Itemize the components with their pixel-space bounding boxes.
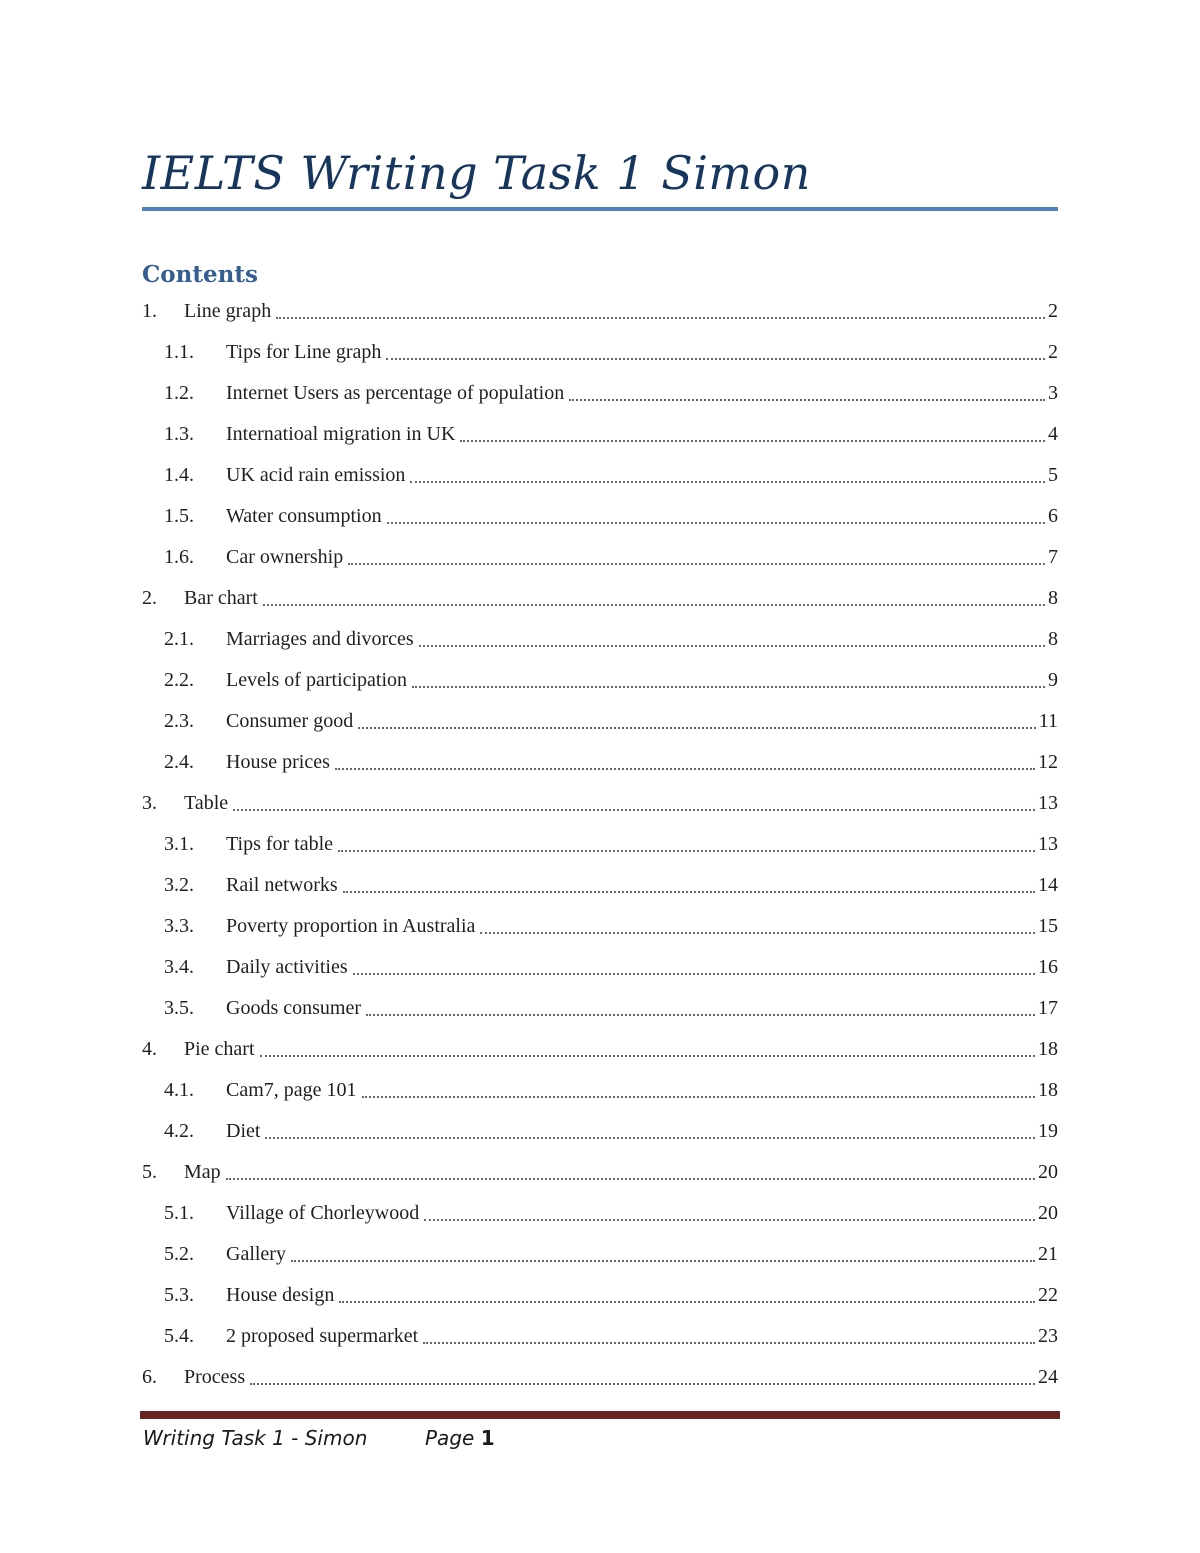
toc-entry-label: Cam7, page 101 (226, 1079, 357, 1101)
toc-dot-leader (265, 1136, 1035, 1139)
toc-dot-leader (387, 521, 1045, 524)
toc-entry-page: 16 (1038, 956, 1058, 978)
toc-entry-number: 2.2. (164, 669, 194, 691)
toc-entry[interactable] (142, 701, 1058, 742)
toc-entry-label: Tips for Line graph (226, 341, 382, 363)
toc-entry[interactable] (142, 1070, 1058, 1111)
toc-entry-page: 12 (1038, 751, 1058, 773)
toc-entry-page: 20 (1038, 1202, 1058, 1224)
toc-entry-number: 4.2. (164, 1120, 194, 1142)
toc-entry-label: Line graph (184, 300, 272, 322)
toc-entry-page: 2 (1048, 341, 1058, 363)
toc-entry-page: 24 (1038, 1366, 1058, 1388)
toc-entry-number: 1. (142, 300, 157, 322)
toc-dot-leader (263, 603, 1045, 606)
toc-entry-page: 18 (1038, 1079, 1058, 1101)
toc-dot-leader (424, 1218, 1035, 1221)
toc-dot-leader (335, 767, 1035, 770)
footer-page-label: Page (425, 1426, 475, 1450)
toc-entry-label: Rail networks (226, 874, 338, 896)
toc-entry[interactable] (142, 1316, 1058, 1357)
toc-entry[interactable] (142, 947, 1058, 988)
toc-dot-leader (460, 439, 1045, 442)
toc-entry[interactable] (142, 578, 1058, 619)
toc-entry[interactable] (142, 1029, 1058, 1070)
toc-entry-page: 13 (1038, 833, 1058, 855)
toc-entry-label: Consumer good (226, 710, 354, 732)
toc-dot-leader (386, 357, 1045, 360)
table-of-contents (142, 291, 1058, 1398)
toc-entry[interactable] (142, 1275, 1058, 1316)
toc-entry-number: 2.4. (164, 751, 194, 773)
toc-entry-page: 14 (1038, 874, 1058, 896)
toc-dot-leader (338, 849, 1035, 852)
toc-dot-leader (412, 685, 1045, 688)
toc-entry-number: 1.4. (164, 464, 194, 486)
toc-dot-leader (362, 1095, 1035, 1098)
toc-entry-number: 4.1. (164, 1079, 194, 1101)
toc-dot-leader (291, 1259, 1035, 1262)
toc-entry[interactable] (142, 988, 1058, 1029)
toc-entry[interactable] (142, 291, 1058, 332)
toc-entry-number: 5.1. (164, 1202, 194, 1224)
toc-entry-label: House prices (226, 751, 330, 773)
toc-dot-leader (419, 644, 1045, 647)
toc-entry[interactable] (142, 783, 1058, 824)
toc-entry[interactable] (142, 414, 1058, 455)
toc-entry-label: UK acid rain emission (226, 464, 406, 486)
toc-entry-page: 15 (1038, 915, 1058, 937)
toc-dot-leader (348, 562, 1045, 565)
toc-entry-page: 4 (1048, 423, 1058, 445)
toc-entry-label: Internatioal migration in UK (226, 423, 456, 445)
toc-entry-label: 2 proposed supermarket (226, 1325, 419, 1347)
toc-dot-leader (339, 1300, 1035, 1303)
toc-entry-label: Village of Chorleywood (226, 1202, 420, 1224)
toc-entry-label: Marriages and divorces (226, 628, 414, 650)
toc-dot-leader (358, 726, 1036, 729)
toc-entry[interactable] (142, 660, 1058, 701)
toc-entry-page: 13 (1038, 792, 1058, 814)
toc-dot-leader (250, 1382, 1035, 1385)
toc-entry-number: 5. (142, 1161, 157, 1183)
contents-heading: Contents (142, 261, 258, 288)
toc-entry-label: Diet (226, 1120, 261, 1142)
toc-entry-number: 2.1. (164, 628, 194, 650)
toc-entry-number: 6. (142, 1366, 157, 1388)
toc-entry-number: 1.2. (164, 382, 194, 404)
toc-entry[interactable] (142, 496, 1058, 537)
document-title: IELTS Writing Task 1 Simon (142, 146, 811, 200)
toc-entry-number: 4. (142, 1038, 157, 1060)
toc-dot-leader (480, 931, 1035, 934)
toc-entry-number: 5.4. (164, 1325, 194, 1347)
toc-entry-label: Map (184, 1161, 221, 1183)
toc-entry-label: Goods consumer (226, 997, 361, 1019)
page-footer (143, 1426, 495, 1450)
toc-entry-page: 21 (1038, 1243, 1058, 1265)
toc-entry-label: Car ownership (226, 546, 344, 568)
toc-dot-leader (233, 808, 1035, 811)
toc-dot-leader (410, 480, 1045, 483)
toc-entry[interactable] (142, 373, 1058, 414)
footer-title: Writing Task 1 - Simon (143, 1426, 368, 1450)
toc-entry-number: 2. (142, 587, 157, 609)
toc-entry-page: 2 (1048, 300, 1058, 322)
toc-entry-page: 8 (1048, 628, 1058, 650)
toc-entry-label: Pie chart (184, 1038, 255, 1060)
toc-entry-page: 22 (1038, 1284, 1058, 1306)
toc-dot-leader (423, 1341, 1035, 1344)
toc-entry[interactable] (142, 1234, 1058, 1275)
toc-entry-page: 9 (1048, 669, 1058, 691)
toc-entry-page: 5 (1048, 464, 1058, 486)
toc-dot-leader (226, 1177, 1035, 1180)
toc-entry[interactable] (142, 1152, 1058, 1193)
toc-entry-number: 3. (142, 792, 157, 814)
toc-entry-page: 23 (1038, 1325, 1058, 1347)
toc-entry-number: 3.2. (164, 874, 194, 896)
toc-dot-leader (343, 890, 1035, 893)
toc-entry[interactable] (142, 742, 1058, 783)
toc-entry-page: 18 (1038, 1038, 1058, 1060)
toc-entry[interactable] (142, 865, 1058, 906)
toc-entry-page: 7 (1048, 546, 1058, 568)
toc-entry[interactable] (142, 537, 1058, 578)
toc-dot-leader (260, 1054, 1035, 1057)
toc-entry-page: 8 (1048, 587, 1058, 609)
toc-entry-label: Bar chart (184, 587, 258, 609)
toc-entry-number: 3.5. (164, 997, 194, 1019)
toc-entry-label: Process (184, 1366, 246, 1388)
toc-entry[interactable] (142, 619, 1058, 660)
toc-entry-number: 1.3. (164, 423, 194, 445)
toc-entry-number: 2.3. (164, 710, 194, 732)
toc-entry[interactable] (142, 906, 1058, 947)
toc-entry-label: Table (184, 792, 229, 814)
toc-entry-label: Levels of participation (226, 669, 408, 691)
toc-entry-label: House design (226, 1284, 335, 1306)
toc-entry-page: 6 (1048, 505, 1058, 527)
toc-entry[interactable] (142, 455, 1058, 496)
toc-entry[interactable] (142, 332, 1058, 373)
toc-entry-page: 17 (1038, 997, 1058, 1019)
toc-entry-page: 11 (1038, 710, 1058, 732)
toc-entry-number: 3.3. (164, 915, 194, 937)
toc-entry-label: Poverty proportion in Australia (226, 915, 476, 937)
toc-entry-label: Water consumption (226, 505, 382, 527)
toc-entry-number: 3.1. (164, 833, 194, 855)
footer-rule (140, 1411, 1060, 1419)
toc-entry[interactable] (142, 824, 1058, 865)
toc-entry[interactable] (142, 1357, 1058, 1398)
toc-entry-label: Gallery (226, 1243, 286, 1265)
toc-entry-number: 5.2. (164, 1243, 194, 1265)
toc-dot-leader (366, 1013, 1035, 1016)
toc-entry[interactable] (142, 1111, 1058, 1152)
toc-entry-page: 20 (1038, 1161, 1058, 1183)
toc-entry-number: 1.5. (164, 505, 194, 527)
toc-entry-label: Internet Users as percentage of population (226, 382, 565, 404)
toc-dot-leader (569, 398, 1045, 401)
toc-entry-number: 1.6. (164, 546, 194, 568)
toc-dot-leader (276, 316, 1045, 319)
toc-entry-label: Daily activities (226, 956, 348, 978)
toc-entry-number: 3.4. (164, 956, 194, 978)
title-underline (142, 207, 1058, 211)
toc-dot-leader (353, 972, 1035, 975)
toc-entry-number: 1.1. (164, 341, 194, 363)
footer-page-number: 1 (480, 1426, 495, 1450)
toc-entry[interactable] (142, 1193, 1058, 1234)
toc-entry-number: 5.3. (164, 1284, 194, 1306)
toc-entry-page: 3 (1048, 382, 1058, 404)
toc-entry-page: 19 (1038, 1120, 1058, 1142)
toc-entry-label: Tips for table (226, 833, 334, 855)
